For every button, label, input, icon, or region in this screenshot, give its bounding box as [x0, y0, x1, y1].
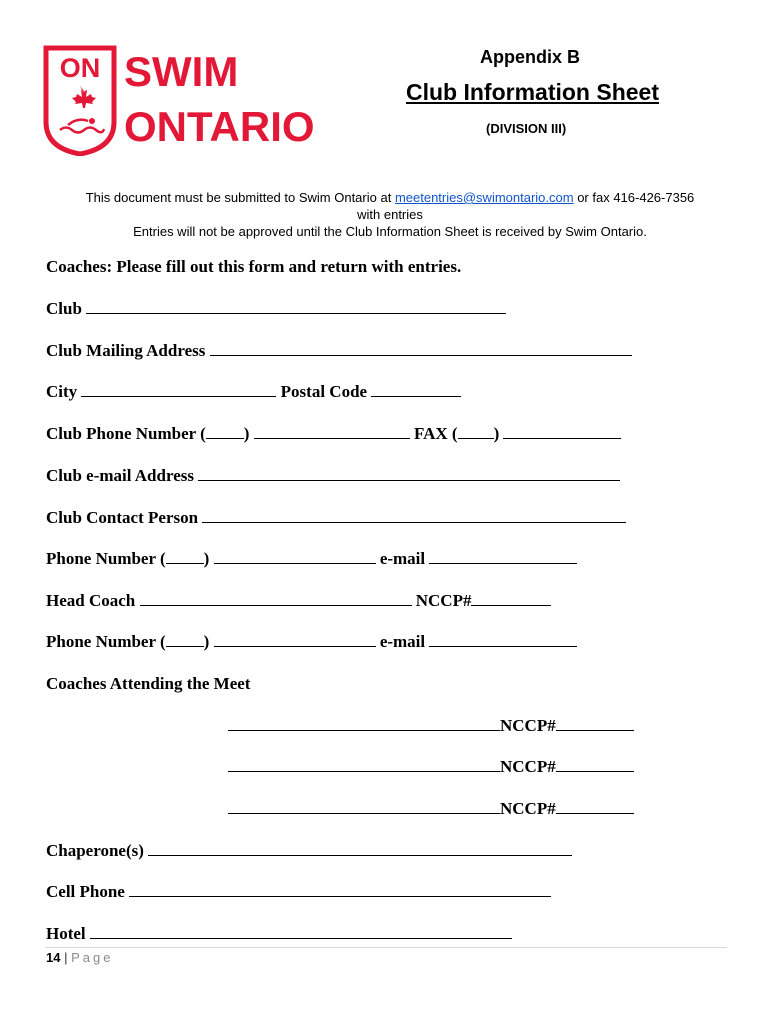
club-phone-field[interactable]: [254, 424, 410, 439]
attending-coach-nccp-label: NCCP#: [500, 716, 556, 735]
head-coach-row: [46, 591, 551, 611]
club-phone-label: Club Phone Number (: [46, 424, 206, 443]
attending-coach-name-field[interactable]: [228, 716, 500, 731]
contact-person-field[interactable]: [202, 508, 626, 523]
paren-close: ): [493, 424, 500, 443]
fax-area-code-field[interactable]: [458, 424, 494, 439]
head-coach-phone-field[interactable]: [214, 632, 376, 647]
notice-line-2: with entries: [357, 207, 423, 222]
notice-suffix: or fax 416-426-7356: [573, 190, 695, 205]
chaperones-row: [46, 841, 572, 861]
head-coach-field[interactable]: [140, 591, 412, 606]
cell-phone-field[interactable]: [129, 882, 551, 897]
head-coach-nccp-label: NCCP#: [415, 591, 472, 610]
attending-coach-name-field[interactable]: [228, 799, 500, 814]
paren-close: ): [203, 549, 210, 568]
email-link[interactable]: meetentries@swimontario.com: [394, 190, 574, 205]
hotel-label: Hotel: [46, 924, 86, 943]
head-coach-email-field[interactable]: [429, 632, 577, 647]
footer-separator: |: [64, 950, 68, 965]
mailing-address-row: [46, 341, 632, 361]
attending-coach-nccp-field[interactable]: [556, 757, 634, 772]
footer-divider: [45, 947, 727, 948]
head-coach-phone-label: Phone Number (: [46, 632, 166, 651]
logo-wordmark-ontario: ONTARIO: [124, 103, 315, 150]
hotel-row: [46, 924, 512, 944]
club-phone-area-code-field[interactable]: [206, 424, 244, 439]
logo-badge-text: ON: [59, 53, 101, 83]
attending-coach-name-field[interactable]: [228, 757, 500, 772]
division-label: (DIVISION III): [486, 121, 567, 136]
paren-close: ): [243, 424, 250, 443]
club-email-field[interactable]: [198, 466, 620, 481]
page-footer: [46, 950, 113, 965]
notice-line-3: Entries will not be approved until the Club Information Sheet is received by Swim Ontario.: [133, 224, 647, 239]
head-coach-phone-row: [46, 632, 577, 652]
chaperones-label: Chaperone(s): [46, 841, 144, 860]
attending-coach-row: [228, 716, 634, 736]
chaperones-field[interactable]: [148, 841, 572, 856]
cell-phone-label: Cell Phone: [46, 882, 125, 901]
contact-email-label: e-mail: [379, 549, 426, 568]
city-field[interactable]: [81, 382, 276, 397]
attending-coach-nccp-label: NCCP#: [500, 757, 556, 776]
attending-coach-row: [228, 799, 634, 819]
notice-line-1: [40, 190, 740, 205]
club-label: Club: [46, 299, 82, 318]
attending-coach-nccp-label: NCCP#: [500, 799, 556, 818]
attending-coach-row: [228, 757, 634, 777]
head-coach-email-label: e-mail: [379, 632, 426, 651]
maple-leaf-icon: [72, 86, 96, 108]
contact-person-label: Club Contact Person: [46, 508, 199, 527]
paren-close: ): [203, 632, 210, 651]
contact-phone-label: Phone Number (: [46, 549, 166, 568]
contact-person-row: [46, 508, 626, 528]
head-coach-label: Head Coach: [46, 591, 136, 610]
logo-wordmark-swim: SWIM: [124, 48, 239, 95]
mailing-address-field[interactable]: [210, 341, 632, 356]
mailing-address-label: Club Mailing Address: [46, 341, 206, 360]
city-label: City: [46, 382, 78, 401]
head-coach-phone-area-code-field[interactable]: [166, 632, 204, 647]
attending-coach-nccp-field[interactable]: [556, 799, 634, 814]
city-row: [46, 382, 461, 402]
club-row: [46, 299, 506, 319]
club-field[interactable]: [86, 299, 506, 314]
page-title: Club Information Sheet: [406, 79, 659, 105]
notice-prefix: This document must be submitted to Swim Ontario at: [85, 190, 395, 205]
swim-ontario-logo: [42, 44, 332, 156]
postal-code-field[interactable]: [371, 382, 461, 397]
contact-phone-row: [46, 549, 577, 569]
postal-code-label: Postal Code: [280, 382, 368, 401]
club-email-label: Club e-mail Address: [46, 466, 194, 485]
contact-phone-field[interactable]: [214, 549, 376, 564]
club-phone-row: [46, 424, 621, 444]
fax-label: FAX (: [413, 424, 458, 443]
fax-field[interactable]: [503, 424, 621, 439]
contact-email-field[interactable]: [429, 549, 577, 564]
coaches-attending-label: Coaches Attending the Meet: [46, 674, 251, 693]
page-word: Page: [71, 950, 114, 965]
cell-phone-row: [46, 882, 551, 902]
form-instructions: Coaches: Please fill out this form and return with entries.: [46, 257, 462, 276]
head-coach-nccp-field[interactable]: [471, 591, 551, 606]
swimmer-icon: [60, 128, 104, 133]
contact-phone-area-code-field[interactable]: [166, 549, 204, 564]
page-number: 14: [46, 950, 61, 965]
hotel-field[interactable]: [90, 924, 512, 939]
attending-coach-nccp-field[interactable]: [556, 716, 634, 731]
club-email-row: [46, 466, 620, 486]
appendix-label: Appendix B: [480, 47, 581, 67]
